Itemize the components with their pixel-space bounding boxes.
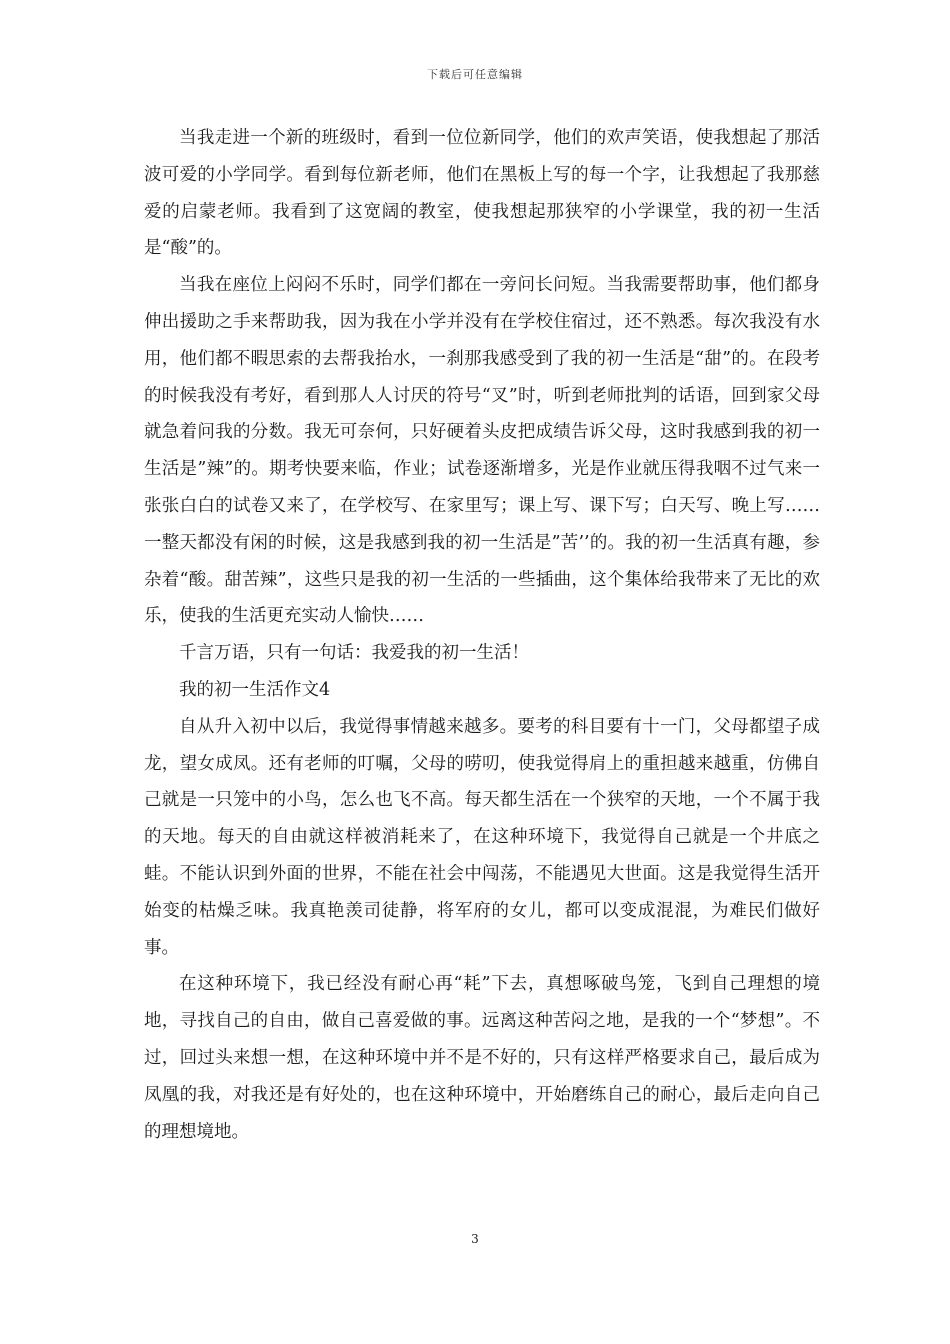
- paragraph-sour: 当我走进一个新的班级时，看到一位位新同学，他们的欢声笑语，使我想起了那活波可爱的小学同学。看到每位新老师，他们在黑板上写的每一个字，让我想起了我那慈爱的启蒙老师。我看到了这宽阔的教室，使我想起那狭窄的小学课堂，我的初一生活是“酸”的。: [144, 128, 820, 259]
- page-number: 3: [471, 1232, 479, 1246]
- paragraph-sweet-spicy-bitter: 当我在座位上闷闷不乐时，同学们都在一旁问长问短。当我需要帮助事，他们都身伸出援助之手来帮助我，因为我在小学并没有在学校住宿过，还不熟悉。每次我没有水用，他们都不暇思索的去帮我抬水，一刹那我感受到了我的初一生活是“甜”的。在段考的时候我没有考好，看到那人人讨厌的符号“叉”时，听到老师批判的话语，回到家父母就急着问我的分数。我无可奈何，只好硬着头皮把成绩告诉父母，这时我感到我的初一生活是”辣”的。期考快要来临，作业；试卷逐渐增多，光是作业就压得我咽不过气来一张张白白的试卷又来了，在学校写、在家里写；课上写、课下写；白天写、晚上写……一整天都没有闲的时候，这是我感到我的初一生活是”苦’’的。我的初一生活真有趣，参杂着“酸。甜苦辣”，这些只是我的初一生活的一些插曲，这个集体给我带来了无比的欢乐，使我的生活更充实动人愉快……: [144, 275, 820, 627]
- section-title: 我的初一生活作文4: [179, 679, 331, 700]
- paragraph-conclusion: 千言万语，只有一句话：我爱我的初一生活！: [179, 643, 529, 664]
- document-body: [144, 120, 820, 1150]
- paragraph-essay4-first: 自从升入初中以后，我觉得事情越来越多。要考的科目要有十一门，父母都望子成龙，望女成凤。还有老师的叮嘱，父母的唠叨，使我觉得肩上的重担越来越重，仿佛自己就是一只笼中的小鸟，怎么也飞不高。每天都生活在一个狭窄的天地，一个不属于我的天地。每天的自由就这样被消耗来了，在这种环境下，我觉得自己就是一个井底之蛙。不能认识到外面的世界，不能在社会中闯荡，不能遇见大世面。这是我觉得生活开始变的枯燥乏味。我真艳羡司徒静，将军府的女儿，都可以变成混混，为难民们做好事。: [144, 716, 820, 958]
- page-header: 下载后可任意编辑: [427, 68, 523, 81]
- paragraph-essay4-second: 在这种环境下，我已经没有耐心再“耗”下去，真想啄破鸟笼，飞到自己理想的境地，寻找自己的自由，做自己喜爱做的事。远离这种苦闷之地，是我的一个“梦想”。不过，回过头来想一想，在这种环境中并不是不好的，只有这样严格要求自己，最后成为凤凰的我，对我还是有好处的，也在这种环境中，开始磨练自己的耐心，最后走向自己的理想境地。: [144, 974, 820, 1142]
